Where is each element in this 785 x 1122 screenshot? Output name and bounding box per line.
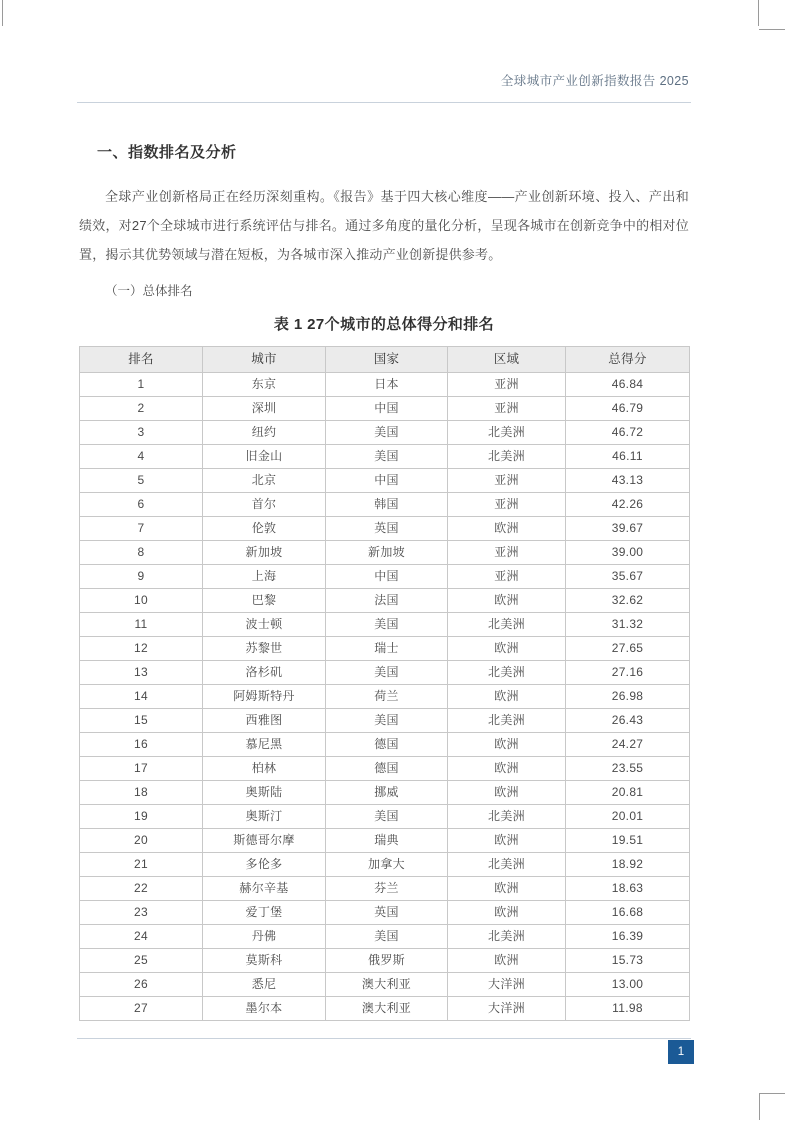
page-number-badge: 1 xyxy=(668,1040,694,1064)
cell-country: 美国 xyxy=(326,709,448,733)
cell-region: 欧洲 xyxy=(448,901,566,925)
crop-mark-bottom-right-horizontal xyxy=(759,1093,785,1094)
cell-city: 赫尔辛基 xyxy=(203,877,326,901)
table-row xyxy=(80,709,690,733)
table-caption: 表 1 27个城市的总体得分和排名 xyxy=(273,316,495,333)
cell-rank: 17 xyxy=(80,757,203,781)
cell-region: 欧洲 xyxy=(448,637,566,661)
cell-city: 新加坡 xyxy=(203,541,326,565)
cell-score: 26.43 xyxy=(566,709,690,733)
cell-rank: 3 xyxy=(80,421,203,445)
table-row xyxy=(80,733,690,757)
cell-country: 挪威 xyxy=(326,781,448,805)
cell-rank: 4 xyxy=(80,445,203,469)
cell-rank: 15 xyxy=(80,709,203,733)
crop-mark-top-left xyxy=(2,0,3,26)
table-row xyxy=(80,469,690,493)
page-content xyxy=(79,142,689,1021)
column-header-country: 国家 xyxy=(326,347,448,373)
cell-rank: 11 xyxy=(80,613,203,637)
cell-city: 阿姆斯特丹 xyxy=(203,685,326,709)
cell-region: 亚洲 xyxy=(448,469,566,493)
cell-region: 北美洲 xyxy=(448,805,566,829)
subsection-heading: （一）总体排名 xyxy=(105,284,193,298)
cell-region: 北美洲 xyxy=(448,925,566,949)
table-row xyxy=(80,373,690,397)
cell-country: 美国 xyxy=(326,445,448,469)
cell-score: 26.98 xyxy=(566,685,690,709)
table-row xyxy=(80,565,690,589)
table-row xyxy=(80,925,690,949)
cell-score: 18.63 xyxy=(566,877,690,901)
cell-region: 欧洲 xyxy=(448,517,566,541)
table-header-row xyxy=(80,347,690,373)
cell-rank: 23 xyxy=(80,901,203,925)
cell-city: 旧金山 xyxy=(203,445,326,469)
cell-score: 46.79 xyxy=(566,397,690,421)
cell-city: 纽约 xyxy=(203,421,326,445)
cell-rank: 24 xyxy=(80,925,203,949)
cell-rank: 10 xyxy=(80,589,203,613)
cell-rank: 19 xyxy=(80,805,203,829)
cell-city: 柏林 xyxy=(203,757,326,781)
cell-region: 欧洲 xyxy=(448,781,566,805)
cell-country: 日本 xyxy=(326,373,448,397)
cell-country: 加拿大 xyxy=(326,853,448,877)
table-row xyxy=(80,757,690,781)
column-header-region: 区域 xyxy=(448,347,566,373)
cell-score: 32.62 xyxy=(566,589,690,613)
cell-city: 东京 xyxy=(203,373,326,397)
cell-score: 11.98 xyxy=(566,997,690,1021)
cell-country: 美国 xyxy=(326,661,448,685)
cell-region: 北美洲 xyxy=(448,613,566,637)
column-header-score: 总得分 xyxy=(566,347,690,373)
cell-city: 伦敦 xyxy=(203,517,326,541)
running-header xyxy=(79,72,689,90)
cell-rank: 1 xyxy=(80,373,203,397)
cell-region: 北美洲 xyxy=(448,661,566,685)
cell-rank: 13 xyxy=(80,661,203,685)
cell-region: 亚洲 xyxy=(448,493,566,517)
cell-city: 洛杉矶 xyxy=(203,661,326,685)
table-row xyxy=(80,445,690,469)
cell-country: 美国 xyxy=(326,805,448,829)
cell-score: 35.67 xyxy=(566,565,690,589)
cell-rank: 27 xyxy=(80,997,203,1021)
cell-rank: 18 xyxy=(80,781,203,805)
cell-country: 中国 xyxy=(326,397,448,421)
cell-city: 北京 xyxy=(203,469,326,493)
cell-city: 西雅图 xyxy=(203,709,326,733)
cell-country: 美国 xyxy=(326,421,448,445)
cell-city: 波士顿 xyxy=(203,613,326,637)
cell-country: 芬兰 xyxy=(326,877,448,901)
cell-country: 美国 xyxy=(326,925,448,949)
cell-score: 39.67 xyxy=(566,517,690,541)
cell-region: 欧洲 xyxy=(448,685,566,709)
cell-country: 中国 xyxy=(326,469,448,493)
cell-region: 欧洲 xyxy=(448,877,566,901)
cell-score: 46.72 xyxy=(566,421,690,445)
cell-region: 大洋洲 xyxy=(448,973,566,997)
cell-region: 欧洲 xyxy=(448,829,566,853)
cell-country: 澳大利亚 xyxy=(326,997,448,1021)
cell-score: 13.00 xyxy=(566,973,690,997)
city-ranking-table xyxy=(79,346,690,1021)
cell-region: 北美洲 xyxy=(448,445,566,469)
cell-city: 悉尼 xyxy=(203,973,326,997)
cell-country: 瑞典 xyxy=(326,829,448,853)
table-row xyxy=(80,829,690,853)
cell-region: 亚洲 xyxy=(448,397,566,421)
cell-rank: 12 xyxy=(80,637,203,661)
cell-city: 慕尼黑 xyxy=(203,733,326,757)
cell-rank: 6 xyxy=(80,493,203,517)
cell-score: 31.32 xyxy=(566,613,690,637)
cell-rank: 7 xyxy=(80,517,203,541)
table-header xyxy=(80,347,690,373)
table-row xyxy=(80,901,690,925)
cell-city: 奥斯汀 xyxy=(203,805,326,829)
cell-region: 欧洲 xyxy=(448,757,566,781)
cell-rank: 21 xyxy=(80,853,203,877)
cell-rank: 25 xyxy=(80,949,203,973)
cell-region: 北美洲 xyxy=(448,853,566,877)
report-title: 全球城市产业创新指数报告 2025 xyxy=(500,74,689,88)
cell-country: 美国 xyxy=(326,613,448,637)
cell-city: 莫斯科 xyxy=(203,949,326,973)
column-header-city: 城市 xyxy=(203,347,326,373)
cell-rank: 8 xyxy=(80,541,203,565)
cell-city: 丹佛 xyxy=(203,925,326,949)
table-row xyxy=(80,517,690,541)
cell-region: 欧洲 xyxy=(448,733,566,757)
cell-country: 新加坡 xyxy=(326,541,448,565)
crop-mark-top-right-horizontal xyxy=(759,29,785,30)
crop-mark-bottom-right-vertical xyxy=(759,1094,760,1120)
cell-city: 深圳 xyxy=(203,397,326,421)
cell-score: 20.01 xyxy=(566,805,690,829)
cell-score: 18.92 xyxy=(566,853,690,877)
table-row xyxy=(80,661,690,685)
cell-city: 首尔 xyxy=(203,493,326,517)
cell-score: 16.68 xyxy=(566,901,690,925)
cell-country: 韩国 xyxy=(326,493,448,517)
table-row xyxy=(80,853,690,877)
table-row xyxy=(80,421,690,445)
table-row xyxy=(80,877,690,901)
cell-city: 斯德哥尔摩 xyxy=(203,829,326,853)
cell-country: 瑞士 xyxy=(326,637,448,661)
column-header-rank: 排名 xyxy=(80,347,203,373)
cell-city: 奥斯陆 xyxy=(203,781,326,805)
cell-score: 24.27 xyxy=(566,733,690,757)
table-row xyxy=(80,997,690,1021)
cell-city: 墨尔本 xyxy=(203,997,326,1021)
cell-rank: 14 xyxy=(80,685,203,709)
cell-score: 15.73 xyxy=(566,949,690,973)
cell-country: 荷兰 xyxy=(326,685,448,709)
cell-country: 英国 xyxy=(326,901,448,925)
cell-country: 澳大利亚 xyxy=(326,973,448,997)
cell-region: 亚洲 xyxy=(448,373,566,397)
table-row xyxy=(80,637,690,661)
table-row xyxy=(80,973,690,997)
table-row xyxy=(80,541,690,565)
cell-score: 23.55 xyxy=(566,757,690,781)
cell-city: 上海 xyxy=(203,565,326,589)
section-heading: 一、指数排名及分析 xyxy=(97,144,237,161)
table-row xyxy=(80,805,690,829)
cell-city: 巴黎 xyxy=(203,589,326,613)
table-body xyxy=(80,373,690,1021)
cell-score: 43.13 xyxy=(566,469,690,493)
cell-score: 27.16 xyxy=(566,661,690,685)
cell-country: 德国 xyxy=(326,757,448,781)
header-divider xyxy=(77,102,691,103)
table-row xyxy=(80,589,690,613)
cell-city: 苏黎世 xyxy=(203,637,326,661)
cell-score: 46.84 xyxy=(566,373,690,397)
cell-score: 27.65 xyxy=(566,637,690,661)
cell-country: 英国 xyxy=(326,517,448,541)
cell-city: 爱丁堡 xyxy=(203,901,326,925)
crop-mark-top-right-vertical xyxy=(758,0,759,26)
cell-region: 欧洲 xyxy=(448,949,566,973)
table-row xyxy=(80,493,690,517)
cell-region: 北美洲 xyxy=(448,709,566,733)
cell-country: 法国 xyxy=(326,589,448,613)
table-row xyxy=(80,397,690,421)
cell-score: 20.81 xyxy=(566,781,690,805)
cell-rank: 16 xyxy=(80,733,203,757)
table-row xyxy=(80,685,690,709)
cell-region: 亚洲 xyxy=(448,565,566,589)
cell-country: 俄罗斯 xyxy=(326,949,448,973)
cell-region: 北美洲 xyxy=(448,421,566,445)
cell-region: 大洋洲 xyxy=(448,997,566,1021)
cell-country: 中国 xyxy=(326,565,448,589)
cell-rank: 20 xyxy=(80,829,203,853)
cell-score: 19.51 xyxy=(566,829,690,853)
cell-rank: 26 xyxy=(80,973,203,997)
cell-region: 欧洲 xyxy=(448,589,566,613)
cell-city: 多伦多 xyxy=(203,853,326,877)
cell-rank: 5 xyxy=(80,469,203,493)
cell-score: 16.39 xyxy=(566,925,690,949)
cell-score: 42.26 xyxy=(566,493,690,517)
cell-rank: 2 xyxy=(80,397,203,421)
cell-rank: 22 xyxy=(80,877,203,901)
footer-divider xyxy=(77,1038,691,1039)
cell-country: 德国 xyxy=(326,733,448,757)
cell-region: 亚洲 xyxy=(448,541,566,565)
cell-score: 46.11 xyxy=(566,445,690,469)
intro-paragraph: 全球产业创新格局正在经历深刻重构。《报告》基于四大核心维度——产业创新环境、投入、产出和绩效，对27个全球城市进行系统评估与排名。通过多角度的量化分析，呈现各城市在创新竞争中的相对位置，揭示其优势领域与潜在短板，为各城市深入推动产业创新提供参考。 xyxy=(79,189,689,262)
table-row xyxy=(80,781,690,805)
cell-rank: 9 xyxy=(80,565,203,589)
cell-score: 39.00 xyxy=(566,541,690,565)
table-row xyxy=(80,949,690,973)
table-row xyxy=(80,613,690,637)
